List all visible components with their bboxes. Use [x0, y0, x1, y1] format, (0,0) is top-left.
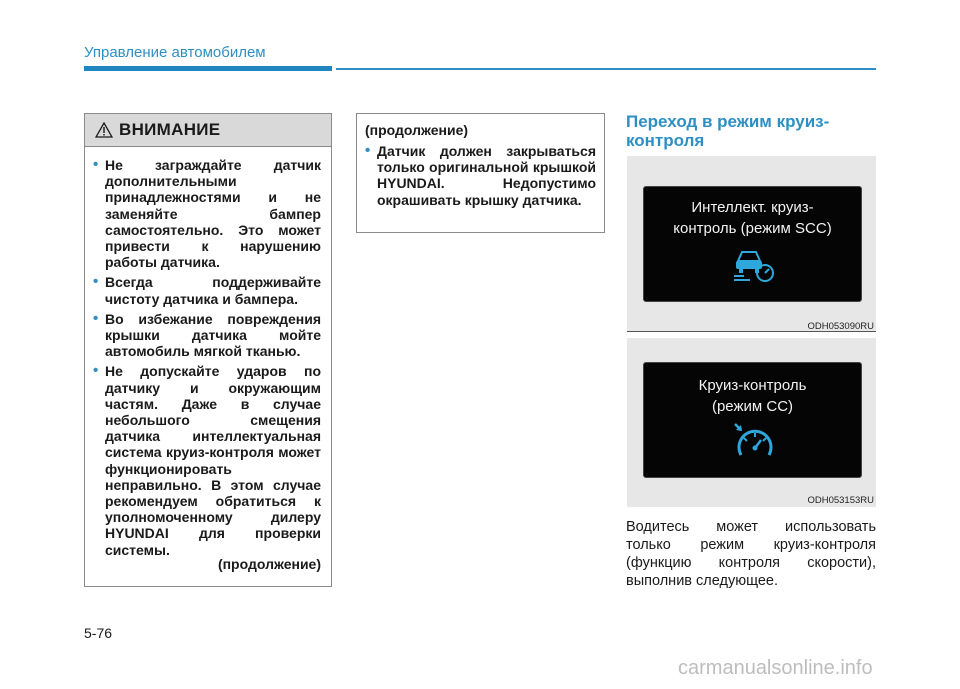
warning-box	[84, 113, 332, 587]
display-text-scc: Интеллект. круиз- контроль (режим SCC)	[673, 199, 832, 237]
cluster-display-cc	[643, 362, 862, 478]
warning-list	[85, 147, 331, 558]
warning-item: • Не допускайте ударов по датчику и окружающим частям. Даже в случае небольшого смещения датчика интеллектуальная система круиз-контроля может функционировать неправильно. В этом случае рекомендуем обратиться к уполномоченному дилеру HYUNDAI для проверки системы.	[93, 363, 321, 557]
watermark: carmanualsonline.info	[678, 657, 873, 679]
warning-header	[85, 114, 331, 147]
warning-item: • Всегда поддерживайте чистоту датчика и бампера.	[93, 274, 321, 306]
continued-box	[356, 113, 605, 233]
continued-title: (продолжение)	[365, 122, 469, 138]
figure-code: ODH053090RU	[807, 321, 874, 332]
header-title: Управление автомобилем	[84, 44, 266, 61]
figure-code: ODH053153RU	[807, 495, 874, 506]
warning-item: • Не заграждайте датчик дополнительными принадлежностями и не заменяйте бампер самостоятельно. Это может привести к нарушению работы датчика.	[93, 157, 321, 270]
page-number: 5-76	[84, 625, 113, 641]
cruise-gauge-icon	[732, 421, 778, 461]
continued-item: • Датчик должен закрываться только оригинальной крышкой HYUNDAI. Недопустимо окрашивать крышку датчика.	[365, 143, 596, 208]
display-text-cc: Круиз-контроль (режим CC)	[698, 377, 807, 415]
section-title: Переход в режим круиз-контроля	[626, 112, 830, 150]
header-rule-light	[336, 68, 876, 70]
warning-triangle-icon	[95, 122, 113, 138]
warning-item: • Во избежание повреждения крышки датчика мойте автомобиль мягкой тканью.	[93, 311, 321, 360]
cc-illustration	[627, 338, 876, 507]
cluster-display-scc	[643, 186, 862, 302]
body-paragraph: Водитесь может использовать только режим круиз-контроля (функцию контроля скорости), выполнив следующее.	[626, 519, 876, 589]
warning-title: ВНИМАНИЕ	[119, 120, 221, 139]
smart-cruise-icon	[732, 247, 776, 283]
header-rule-dark	[84, 66, 332, 71]
continued-label: (продолжение)	[217, 556, 321, 572]
continued-list	[365, 143, 596, 208]
scc-illustration	[627, 156, 876, 332]
